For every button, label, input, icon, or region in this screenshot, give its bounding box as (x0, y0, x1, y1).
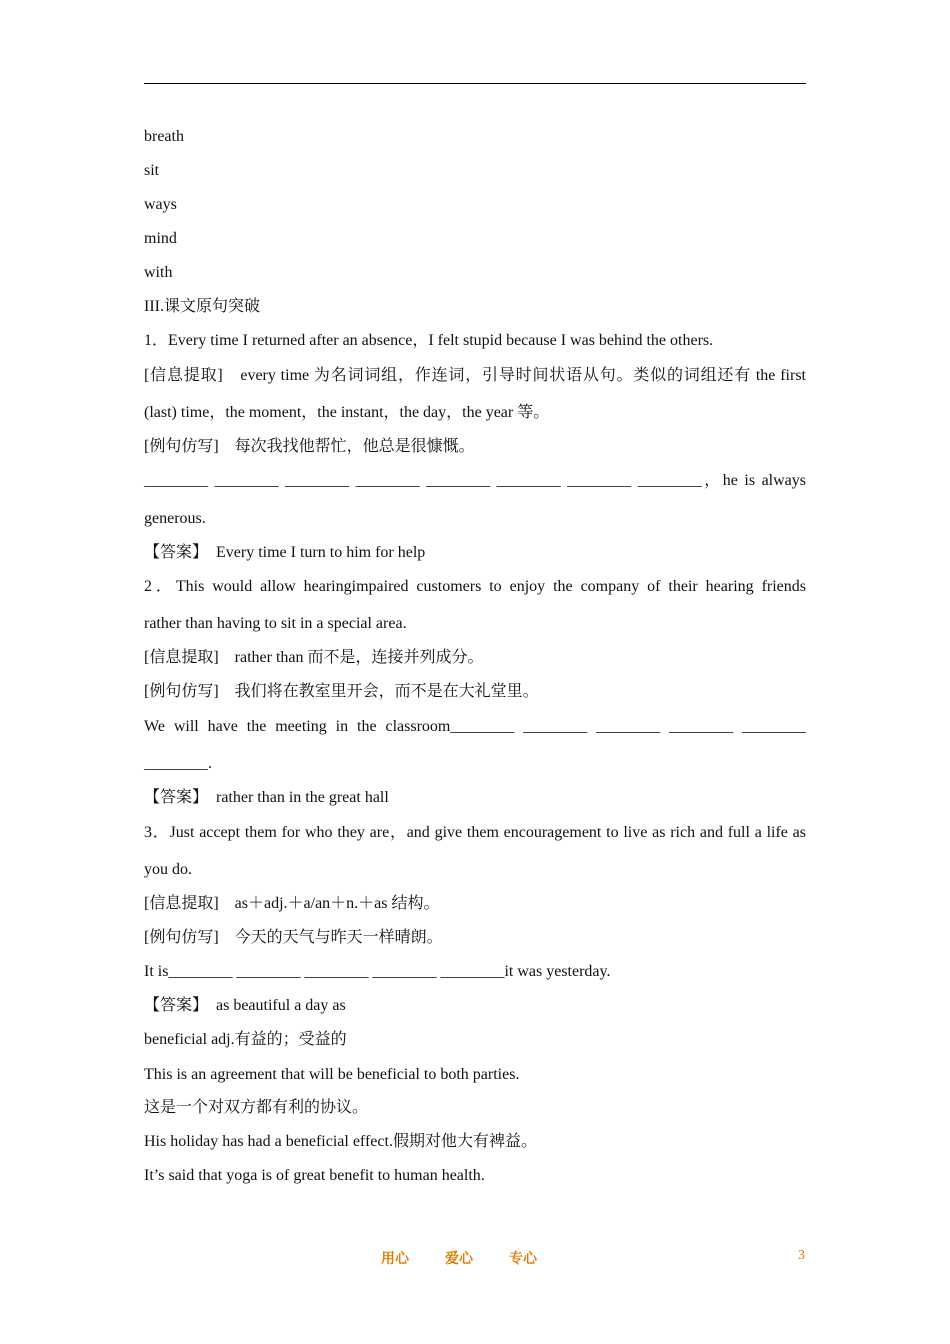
blank-line-1: ________ ________ ________ ________ ________ ________ ________ ________，he is always (144, 472, 806, 489)
section-heading: III.课文原句突破 (144, 298, 260, 315)
page-number: 3 (798, 1248, 805, 1263)
example-3: [例句仿写] 今天的天气与昨天一样晴朗。 (144, 929, 443, 946)
example-1: [例句仿写] 每次我找他帮忙，他总是很慷慨。 (144, 438, 475, 455)
vocab-example: His holiday has had a beneficial effect.假期对他大有裨益。 (144, 1133, 537, 1150)
answer-3: 【答案】 as beautiful a day as (144, 997, 346, 1014)
footer-word: 爱心 (445, 1252, 473, 1267)
example-2: [例句仿写] 我们将在教室里开会，而不是在大礼堂里。 (144, 683, 539, 700)
footer-word: 用心 (381, 1252, 409, 1267)
blank-line-2: We will have the meeting in the classroom________ ________ ________ ________ ________ (144, 718, 806, 735)
sentence-2: 2．This would allow hearingimpaired customers to enjoy the company of their hearing friends (144, 578, 806, 595)
answer-1: 【答案】 Every time I turn to him for help (144, 544, 426, 561)
sentence-2-cont: rather than having to sit in a special area. (144, 615, 407, 632)
footer-motto (381, 1248, 573, 1268)
text-line: ways (144, 196, 177, 213)
blank-line-3: It is________ ________ ________ ________ ________it was yesterday. (144, 963, 611, 980)
footer-word: 专心 (509, 1252, 537, 1267)
info-extract-1-cont: (last) time，the moment，the instant，the day，the year 等。 (144, 404, 550, 421)
answer-2: 【答案】 rather than in the great hall (144, 789, 389, 806)
page-footer (0, 1248, 950, 1268)
vocab-entry: beneficial adj.有益的；受益的 (144, 1031, 347, 1048)
text-line: with (144, 264, 173, 281)
sentence-1: 1．Every time I returned after an absence，I felt stupid because I was behind the others. (144, 332, 714, 349)
blank-line-2-cont: ________. (144, 755, 212, 772)
sentence-3: 3．Just accept them for who they are，and give them encouragement to live as rich and full a life as (144, 824, 807, 841)
vocab-example: This is an agreement that will be beneficial to both parties. (144, 1066, 520, 1083)
info-extract-1: [信息提取] every time 为名词词组，作连词，引导时间状语从句。类似的词组还有 the first (144, 367, 806, 384)
vocab-translation: 这是一个对双方都有利的协议。 (144, 1099, 369, 1116)
vocab-example: It’s said that yoga is of great benefit to human health. (144, 1167, 485, 1184)
blank-line-1-cont: generous. (144, 510, 206, 527)
info-extract-2: [信息提取] rather than 而不是，连接并列成分。 (144, 649, 484, 666)
text-line: sit (144, 162, 160, 179)
text-line: breath (144, 128, 184, 145)
header-rule (144, 83, 806, 84)
text-line: mind (144, 230, 177, 247)
info-extract-3: [信息提取] as＋adj.＋a/an＋n.＋as 结构。 (144, 895, 440, 912)
sentence-3-cont: you do. (144, 861, 192, 878)
